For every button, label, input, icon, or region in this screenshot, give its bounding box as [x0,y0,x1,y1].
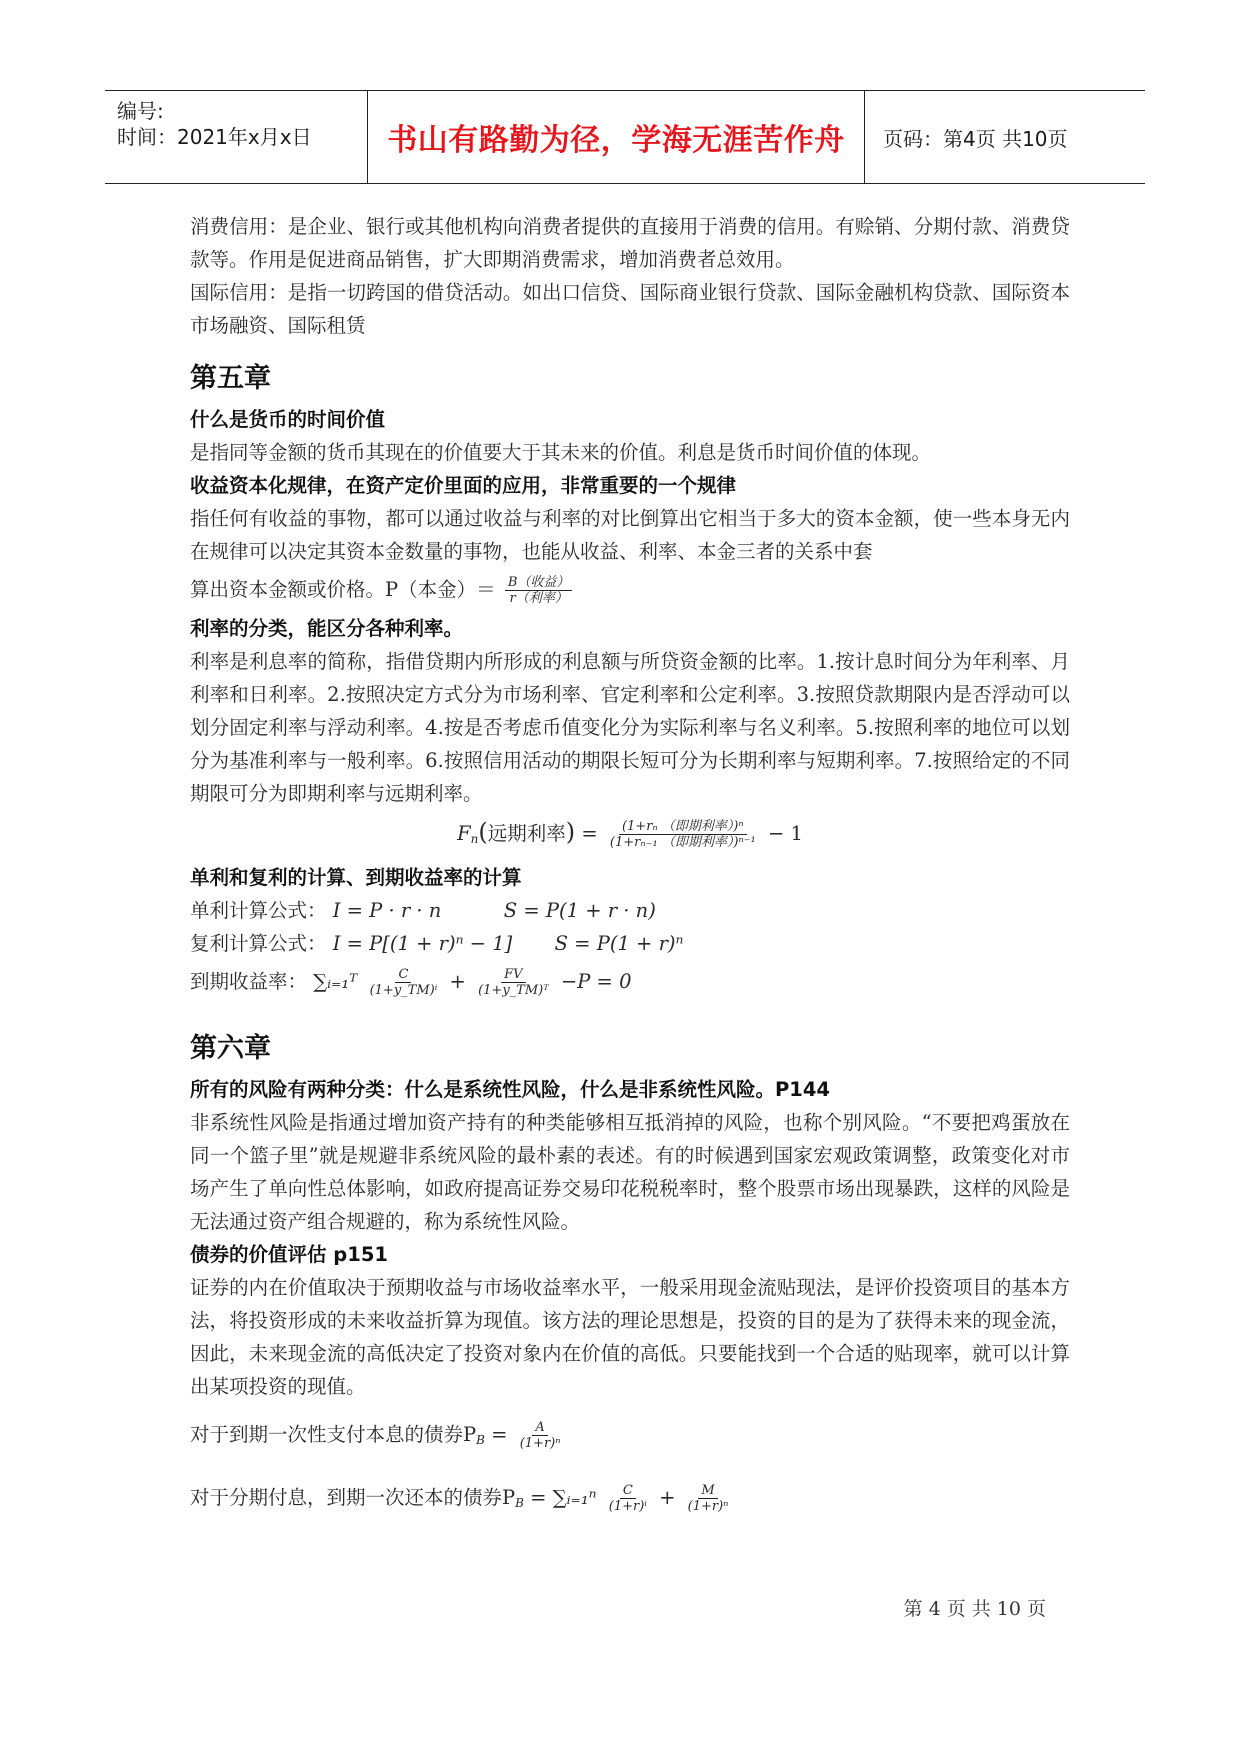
ytm-fraction-2 [475,967,552,998]
forward-denominator: (1+rₙ₋₁ （即期利率）)ⁿ⁻¹ [609,835,756,850]
bond2-denominator-1: (1+r)ⁱ [608,1499,647,1514]
capitalization-formula [190,568,1070,612]
bond1-label: 对于到期一次性支付本息的债券P [190,1423,477,1446]
time-label: 时间：2021年x月x日 [117,125,312,149]
bond2-numerator-1: C [620,1483,636,1499]
ch5-answer-1: 是指同等金额的货币其现在的价值要大于其未来的价值。利息是货币时间价值的体现。 [190,441,932,464]
ch5-question-2: 收益资本化规律，在资产定价里面的应用，非常重要的一个规律 [190,474,737,497]
bond1-numerator: A [532,1420,547,1436]
bond2-numerator-2: M [698,1483,717,1499]
ytm-formula: 到期收益率： ∑ᵢ₌₁ᵀ $\frac{C}{\text{(1+y\_TM)ⁱ}}$ + $\frac{FV}{\text{(1+y\_TM)ᵀ}}$ −P = 0 [190,967,632,998]
compound-formula-1: I = P[(1 + r)ⁿ − 1] [332,932,513,955]
simple-formula-2: S = P(1 + r · n) [503,899,656,922]
ytm-denominator-1: (1+y_TM)ⁱ [369,983,438,998]
simple-interest-line [190,894,1070,927]
ch5-answer-2: 指任何有收益的事物，都可以通过收益与利率的对比倒算出它相当于多大的资本金额，使一些本身无内在规律可以决定其资本金数量的事物，也能从收益、利率、本金三者的关系中套 [190,507,1070,563]
bond2-sum: ∑ᵢ₌₁ⁿ [552,1486,597,1509]
ch6-answer-2: 证券的内在价值取决于预期收益与市场收益率水平，一般采用现金流贴现法，是评价投资项目的基本方法，将投资形成的未来收益折算为现值。该方法的理论思想是，投资的目的是为了获得未来的现金流，因此，未来现金流的高低决定了投资对象内在价值的高低。只要能找到一个合适的贴现率，就可以计算出某项投资的现值。 [190,1276,1070,1398]
simple-label: 单利计算公式： [190,899,327,922]
paragraph-consumer-credit: 消费信用：是企业、银行或其他机构向消费者提供的直接用于消费的信用。有赊销、分期付款、消费贷款等。作用是促进商品销售，扩大即期消费需求，增加消费者总效用。 [190,215,1070,271]
paragraph-intl-credit: 国际信用：是指一切跨国的借贷活动。如出口信贷、国际商业银行贷款、国际金融机构贷款、国际资本市场融资、国际租赁 [190,281,1070,337]
forward-f: $F_n$ [457,822,479,846]
page-footer: 第 4 页 共 10 页 [903,1598,1046,1620]
chapter5-title: 第五章 [190,363,271,394]
ch5-question-1: 什么是货币的时间价值 [190,408,386,431]
frac-numerator: B（收益） [505,575,573,591]
ytm-numerator-1: C [395,967,411,983]
frac-denominator: r（利率） [509,591,568,606]
bond-formula-1: 对于到期一次性支付本息的债券$P_B$ = $\frac{A}{\text{(1+r)ⁿ}}$ [190,1413,1070,1462]
bond-formula-2: 对于分期付息，到期一次还本的债券$P_B$ = ∑ᵢ₌₁ⁿ $\frac{C}{\text{(1+r)ⁱ}}$ + $\frac{M}{\text{(1+r)ⁿ}}$ [190,1476,1070,1525]
ch6-answer-1: 非系统性风险是指通过增加资产持有的种类能够相互抵消掉的风险，也称个别风险。“不要把鸡蛋放在同一个篮子里”就是规避非系统风险的最朴素的表述。有的时候遇到国家宏观政策调整，政策变化对市场产生了单向性总体影响，如政府提高证券交易印花税税率时，整个股票市场出现暴跌，这样的风险是无法通过资产组合规避的，称为系统性风险。 [190,1111,1070,1233]
bond2-label: 对于分期付息，到期一次还本的债券P [190,1486,516,1509]
document-body [190,210,1070,1525]
ytm-sum: ∑ᵢ₌₁ᵀ [313,970,358,993]
simple-formula-1: I = P · r · n [332,899,442,922]
capitalization-fraction [505,575,573,606]
chapter6-title: 第六章 [190,1033,271,1064]
ytm-label: 到期收益率： [190,970,308,993]
ch5-answer-3: 利率是利息率的简称，指借贷期内所形成的利息额与所贷资金额的比率。1.按计息时间分为年利率、月利率和日利率。2.按照决定方式分为市场利率、官定利率和公定利率。3.按照贷款期限内是否浮动可以划分固定利率与浮动利率。4.按是否考虑币值变化分为实际利率与名义利率。5.按照利率的地位可以划分为基准利率与一般利率。6.按照信用活动的期限长短可分为长期利率与短期利率。7.按照给定的不同期限可分为即期利率与远期利率。 [190,650,1070,805]
bond2-fraction-2 [685,1483,732,1514]
forward-numerator: (1+rₙ （即期利率）)ⁿ [619,819,747,835]
forward-tail: − 1 [767,822,803,845]
ytm-numerator-2: FV [501,967,525,983]
compound-formula-2: S = P(1 + r)ⁿ [554,932,684,955]
ytm-denominator-2: (1+y_TM)ᵀ [478,983,549,998]
page-label: 页码：第4页 共10页 [883,126,1068,151]
compound-interest-line [190,927,1070,960]
number-label: 编号: [117,99,164,123]
page-header [105,90,1145,184]
ch6-question-2: 债券的价值评估 p151 [190,1243,388,1266]
capitalization-text: 算出资本金额或价格。P（本金）＝ [190,578,496,601]
ch5-question-3: 利率的分类，能区分各种利率。 [190,617,464,640]
bond2-fraction-1 [606,1483,650,1514]
ch6-question-1: 所有的风险有两种分类：什么是系统性风险，什么是非系统性风险。P144 [190,1078,830,1101]
forward-fraction [607,819,759,850]
motto: 书山有路勤为径，学海无涯苦作舟 [387,123,845,158]
bond2-denominator-2: (1+r)ⁿ [687,1499,729,1514]
bond1-denominator: (1+r)ⁿ [519,1436,561,1451]
ytm-fraction-1 [367,967,441,998]
compound-label: 复利计算公式： [190,932,327,955]
ch5-question-4: 单利和复利的计算、到期收益率的计算 [190,866,522,889]
header-motto-cell [368,91,865,183]
forward-rate-formula: $F_n$(远期利率) = $\frac{\text{(1+rₙ （即期利率）)ⁿ}}{\text{(1+rₙ₋₁ （即期利率）)ⁿ⁻¹}}$ − 1 [457,818,803,850]
forward-lhs: 远期利率 [487,822,566,845]
bond1-fraction [517,1420,564,1451]
header-meta [105,91,368,183]
ytm-tail: −P = 0 [560,970,632,993]
